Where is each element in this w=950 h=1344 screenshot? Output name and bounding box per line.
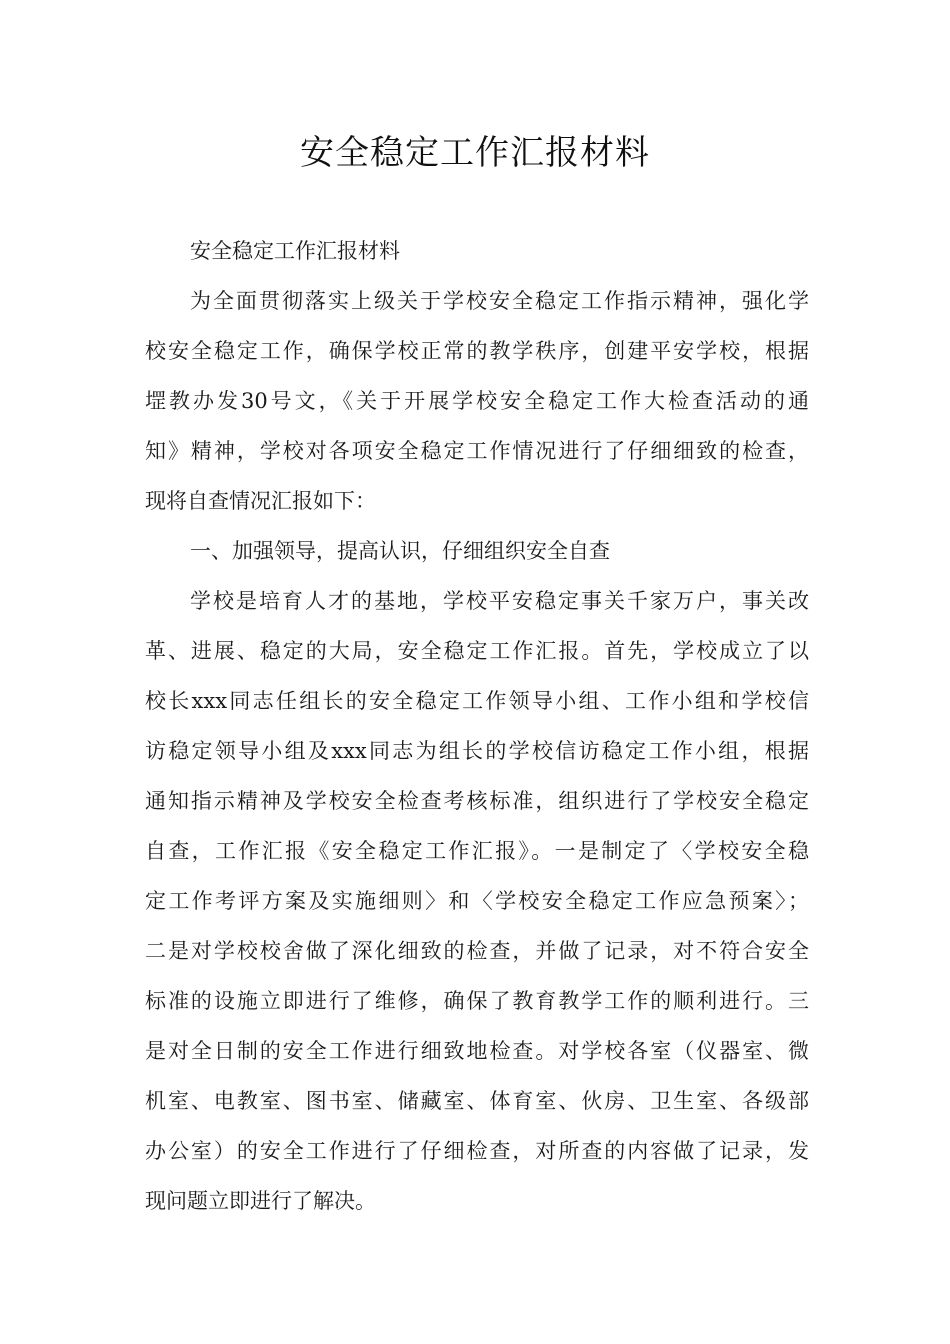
paragraph-line: 标准的设施立即进行了维修，确保了教育教学工作的顺利进行。三 [145, 989, 809, 1013]
paragraph-line: 定工作考评方案及实施细则〉和〈学校安全稳定工作应急预案〉； [145, 889, 809, 913]
paragraph-line: 现将自查情况汇报如下： [145, 489, 376, 513]
paragraph-line: 校长xxx同志任组长的安全稳定工作领导小组、工作小组和学校信 [145, 689, 809, 713]
paragraph-line: 办公室）的安全工作进行了仔细检查，对所查的内容做了记录，发 [145, 1139, 809, 1163]
section-heading: 一、加强领导，提高认识，仔细组织安全自查 [190, 539, 610, 563]
paragraph-line: 为全面贯彻落实上级关于学校安全稳定工作指示精神，强化学 [190, 289, 809, 313]
paragraph-line: 学校是培育人才的基地，学校平安稳定事关千家万户，事关改 [190, 589, 809, 613]
paragraph-line: 自查，工作汇报《安全稳定工作汇报》。一是制定了〈学校安全稳 [145, 839, 809, 863]
paragraph-line: 知》精神，学校对各项安全稳定工作情况进行了仔细细致的检查， [145, 439, 809, 463]
paragraph-line: 访稳定领导小组及xxx同志为组长的学校信访稳定工作小组，根据 [145, 739, 809, 763]
paragraph-line: 是对全日制的安全工作进行细致地检查。对学校各室（仪器室、微 [145, 1039, 809, 1063]
document-subtitle-line: 安全稳定工作汇报材料 [190, 239, 400, 263]
paragraph-line: 二是对学校校舍做了深化细致的检查，并做了记录，对不符合安全 [145, 939, 809, 963]
paragraph-line: 校安全稳定工作，确保学校正常的教学秩序，创建平安学校，根据 [145, 339, 809, 363]
paragraph-line: 堽教办发30号文，《关于开展学校安全稳定工作大检查活动的通 [145, 389, 809, 413]
paragraph-line: 革、进展、稳定的大局，安全稳定工作汇报。首先，学校成立了以 [145, 639, 809, 663]
paragraph-line: 现问题立即进行了解决。 [145, 1189, 376, 1213]
paragraph-line: 通知指示精神及学校安全检查考核标准，组织进行了学校安全稳定 [145, 789, 809, 813]
document-title: 安全稳定工作汇报材料 [300, 133, 650, 173]
paragraph-line: 机室、电教室、图书室、储藏室、体育室、伙房、卫生室、各级部 [145, 1089, 809, 1113]
